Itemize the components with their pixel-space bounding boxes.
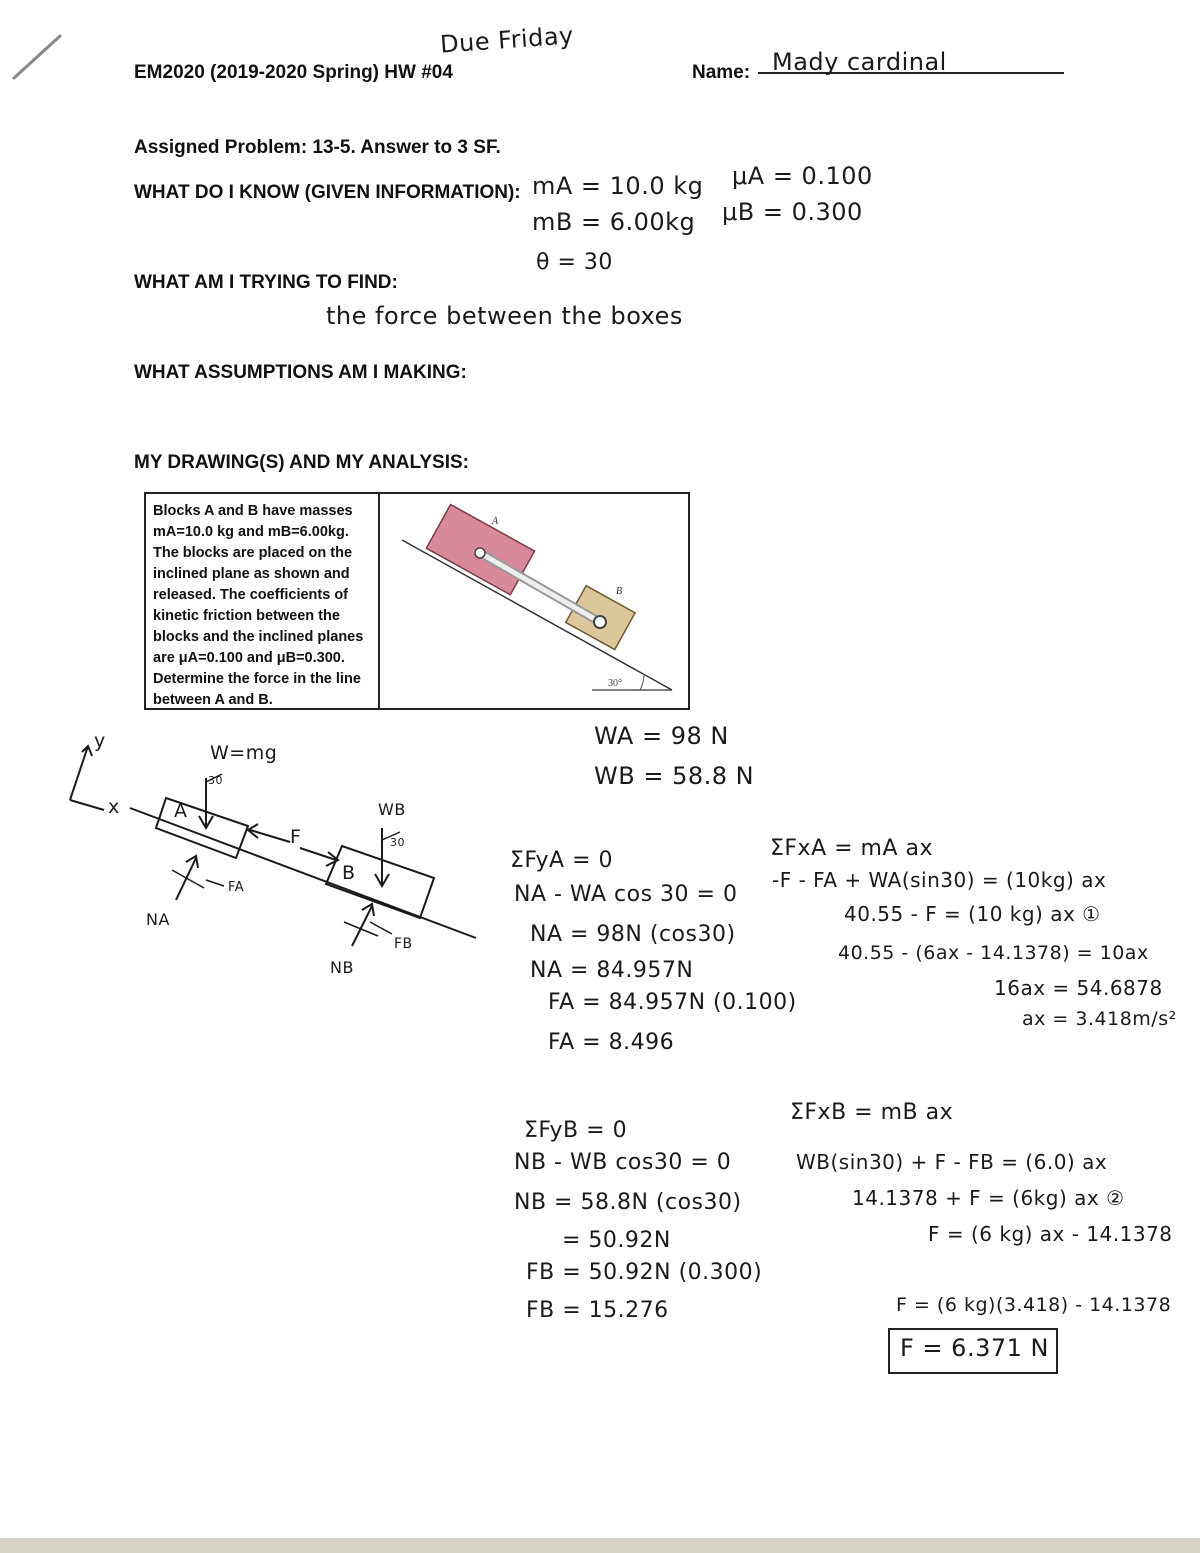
weight-b-value: WB = 58.8 N bbox=[594, 762, 755, 790]
given-mass-a: mA = 10.0 kg bbox=[532, 172, 704, 200]
due-note: Due Friday bbox=[439, 21, 575, 59]
fbd-weight-label: W=mg bbox=[210, 742, 278, 764]
analysis-ax-line-2: -F - FA + WA(sin30) = (10kg) ax bbox=[772, 868, 1107, 892]
problem-figure bbox=[402, 504, 672, 690]
given-mass-b: mB = 6.00kg bbox=[532, 208, 696, 236]
scan-edge bbox=[0, 1538, 1200, 1553]
friction-b-arrow bbox=[370, 922, 392, 934]
analysis-a-line-4: NA = 84.957N bbox=[530, 958, 694, 983]
analysis-b-line-3: NB = 58.8N (cos30) bbox=[514, 1190, 742, 1215]
fbd-block-a-label: A bbox=[174, 800, 188, 822]
fbd-friction-a-label: FA bbox=[228, 880, 245, 895]
find-heading: WHAT AM I TRYING TO FIND: bbox=[134, 272, 398, 293]
given-heading: WHAT DO I KNOW (GIVEN INFORMATION): bbox=[134, 182, 521, 203]
given-mu-b: μB = 0.300 bbox=[722, 198, 863, 226]
fbd-force-label: F bbox=[290, 826, 302, 848]
normal-a-arrow bbox=[176, 858, 196, 900]
analysis-a-line-6: FA = 8.496 bbox=[548, 1030, 675, 1055]
fbd-weight-b-label: WB bbox=[378, 800, 406, 819]
fbd-angle-a: 30 bbox=[208, 774, 223, 787]
fbd-angle-b: 30 bbox=[390, 836, 405, 849]
fbd-incline bbox=[130, 808, 476, 938]
analysis-bx-line-1: ΣFxB = mB ax bbox=[790, 1100, 954, 1125]
analysis-b-line-2: NB - WB cos30 = 0 bbox=[514, 1150, 732, 1175]
final-answer: F = 6.371 N bbox=[900, 1334, 1049, 1362]
analysis-ax-line-1: ΣFxA = mA ax bbox=[770, 836, 934, 861]
drawing-heading: MY DRAWING(S) AND MY ANALYSIS: bbox=[134, 452, 469, 473]
analysis-a-line-2: NA - WA cos 30 = 0 bbox=[514, 882, 738, 907]
weight-a-value: WA = 98 N bbox=[594, 722, 729, 750]
assigned-problem: Assigned Problem: 13-5. Answer to 3 SF. bbox=[134, 137, 501, 158]
analysis-ax-line-4: 40.55 - (6ax - 14.1378) = 10ax bbox=[838, 942, 1149, 964]
fbd-normal-a-label: NA bbox=[146, 910, 170, 929]
pin-a bbox=[475, 548, 485, 558]
analysis-b-line-5: FB = 50.92N (0.300) bbox=[526, 1260, 763, 1285]
fbd-friction-b-label: FB bbox=[394, 936, 413, 952]
figure-label-b: B bbox=[616, 586, 623, 597]
fbd-axis-x: x bbox=[108, 796, 120, 818]
analysis-bx-line-4: F = (6 kg) ax - 14.1378 bbox=[928, 1222, 1173, 1246]
name-value: Mady cardinal bbox=[772, 48, 947, 76]
analysis-ax-line-5: 16ax = 54.6878 bbox=[994, 976, 1163, 1000]
pin-b bbox=[594, 616, 606, 628]
free-body-diagram bbox=[70, 746, 476, 946]
analysis-ax-line-6: ax = 3.418m/s² bbox=[1022, 1008, 1177, 1030]
analysis-a-line-1: ΣFyA = 0 bbox=[510, 848, 614, 873]
analysis-bx-line-5: F = (6 kg)(3.418) - 14.1378 bbox=[896, 1294, 1172, 1316]
fbd-block-a bbox=[156, 798, 248, 858]
course-title: EM2020 (2019-2020 Spring) HW #04 bbox=[134, 62, 453, 83]
angle-arc bbox=[640, 674, 644, 690]
problem-text: Blocks A and B have masses mA=10.0 kg and mB=6.00kg. The blocks are placed on the inclined plane as shown and released. The coefficients of kinetic friction between the blocks and the inclined planes are μA=0.100 and μB=0.300. Determine the force in the line between A and B. bbox=[153, 503, 364, 708]
analysis-b-line-4: = 50.92N bbox=[562, 1228, 671, 1253]
find-answer: the force between the boxes bbox=[326, 302, 683, 330]
given-mu-a: μA = 0.100 bbox=[732, 162, 873, 190]
figure-label-a: A bbox=[492, 516, 499, 527]
analysis-b-line-6: FB = 15.276 bbox=[526, 1298, 669, 1323]
axis-x-line bbox=[70, 800, 104, 810]
friction-a-arrow bbox=[206, 880, 224, 886]
analysis-bx-line-3: 14.1378 + F = (6kg) ax ② bbox=[852, 1186, 1125, 1210]
assumptions-heading: WHAT ASSUMPTIONS AM I MAKING: bbox=[134, 362, 467, 383]
analysis-a-line-3: NA = 98N (cos30) bbox=[530, 922, 736, 947]
analysis-ax-line-3: 40.55 - F = (10 kg) ax ① bbox=[844, 902, 1101, 926]
angle-label: 30° bbox=[608, 678, 622, 689]
name-label: Name: bbox=[692, 62, 751, 83]
fbd-block-b-label: B bbox=[342, 862, 356, 884]
fbd-axis-y: y bbox=[94, 730, 106, 752]
analysis-a-line-5: FA = 84.957N (0.100) bbox=[548, 990, 797, 1015]
fbd-normal-b-label: NB bbox=[330, 958, 354, 977]
pencil-mark bbox=[14, 36, 60, 78]
axis-y-line bbox=[70, 746, 88, 800]
given-theta: θ = 30 bbox=[536, 250, 613, 275]
analysis-b-line-1: ΣFyB = 0 bbox=[524, 1118, 628, 1143]
analysis-bx-line-2: WB(sin30) + F - FB = (6.0) ax bbox=[796, 1150, 1108, 1174]
